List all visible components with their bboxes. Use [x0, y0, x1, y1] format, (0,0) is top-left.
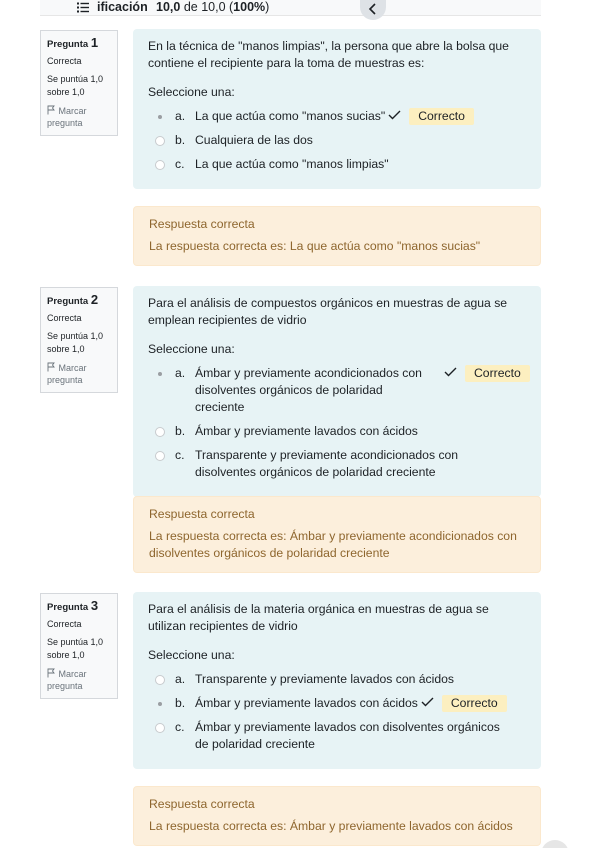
chevron-left-icon — [368, 2, 378, 16]
question-info — [40, 287, 118, 393]
flag-icon — [47, 362, 56, 372]
answer-prompt: Seleccione una: — [148, 85, 235, 99]
question-number: Pregunta 1 — [47, 35, 99, 50]
flag-question-link[interactable]: Marcar pregunta — [47, 669, 87, 691]
question-info — [40, 30, 118, 136]
radio-selected[interactable] — [155, 112, 165, 122]
scroll-to-top-button[interactable] — [541, 840, 569, 848]
flag-question-link[interactable]: Marcar pregunta — [47, 363, 87, 385]
question-text: Para el análisis de la materia orgánica en muestras de agua se utilizan recipientes de vidrio — [148, 602, 489, 633]
question-grade: Se puntúa 1,0 sobre 1,0 — [47, 637, 104, 660]
answer-option[interactable]: c. Ámbar y previamente lavados con disolventes orgánicos de polaridad creciente — [148, 716, 526, 757]
answer-prompt: Seleccione una: — [148, 648, 235, 662]
question-content — [133, 592, 541, 769]
radio[interactable] — [155, 723, 165, 733]
question-grade: Se puntúa 1,0 sobre 1,0 — [47, 331, 104, 354]
answer-option[interactable]: b. Ámbar y previamente lavados con ácidos — [148, 420, 526, 444]
drawer-toggle-button[interactable] — [360, 0, 386, 20]
answer-prompt: Seleccione una: — [148, 342, 235, 356]
radio-selected[interactable] — [155, 369, 165, 379]
correct-badge: Correcto — [442, 695, 507, 712]
radio[interactable] — [155, 427, 165, 437]
question-grade: Se puntúa 1,0 sobre 1,0 — [47, 74, 104, 97]
summary-label: ificación — [97, 0, 148, 14]
answer-option[interactable]: c. Transparente y previamente acondicionados con disolventes orgánicos de polaridad creciente — [148, 444, 526, 485]
flag-icon — [47, 105, 56, 115]
feedback-title: Respuesta correcta — [149, 797, 255, 811]
question-text: En la técnica de "manos limpias", la persona que abre la bolsa que contiene el recipiente para la toma de muestras es: — [148, 39, 509, 70]
feedback-text: La respuesta correcta es: La que actúa como "manos sucias" — [149, 239, 481, 253]
answer-option[interactable]: b. Ámbar y previamente lavados con ácidos Correcto — [148, 692, 526, 716]
list-icon — [77, 2, 89, 13]
feedback-title: Respuesta correcta — [149, 507, 255, 521]
feedback-text: La respuesta correcta es: Ámbar y previamente lavados con ácidos — [149, 819, 513, 833]
flag-question-link[interactable]: Marcar pregunta — [47, 106, 87, 128]
radio-selected[interactable] — [155, 699, 165, 709]
summary-bar — [40, 0, 541, 16]
correct-badge: Correcto — [409, 108, 474, 125]
question-content — [133, 29, 541, 189]
radio[interactable] — [155, 160, 165, 170]
question-info — [40, 593, 118, 699]
question-text: Para el análisis de compuestos orgánicos en muestras de agua se emplean recipientes de vidrio — [148, 296, 508, 327]
question-number: Pregunta 2 — [47, 292, 99, 307]
question-state: Correcta — [47, 313, 82, 323]
check-icon — [388, 110, 401, 120]
radio[interactable] — [155, 136, 165, 146]
question-state: Correcta — [47, 56, 82, 66]
answer-option[interactable]: c. La que actúa como "manos limpias" — [148, 153, 526, 177]
correct-badge: Correcto — [465, 365, 530, 382]
answer-option[interactable]: a. La que actúa como "manos sucias" Correcto — [148, 105, 526, 129]
flag-icon — [47, 668, 56, 678]
radio[interactable] — [155, 451, 165, 461]
answer-option[interactable]: a. Transparente y previamente lavados con ácidos — [148, 668, 526, 692]
radio[interactable] — [155, 675, 165, 685]
answer-option[interactable]: b. Cualquiera de las dos — [148, 129, 526, 153]
check-icon — [444, 367, 457, 377]
question-content — [133, 286, 541, 497]
feedback-box — [133, 496, 541, 573]
feedback-box — [133, 786, 541, 846]
question-state: Correcta — [47, 619, 82, 629]
question-number: Pregunta 3 — [47, 598, 99, 613]
check-icon — [421, 697, 434, 707]
answer-option[interactable]: a. Ámbar y previamente acondicionados con disolventes orgánicos de polaridad creciente Correcto — [148, 362, 526, 420]
feedback-box — [133, 206, 541, 266]
summary-score: 10,0 de 10,0 (100%) — [156, 0, 270, 14]
feedback-title: Respuesta correcta — [149, 217, 255, 231]
feedback-text: La respuesta correcta es: Ámbar y previamente acondicionados con disolventes orgánicos de polaridad creciente — [149, 529, 517, 560]
